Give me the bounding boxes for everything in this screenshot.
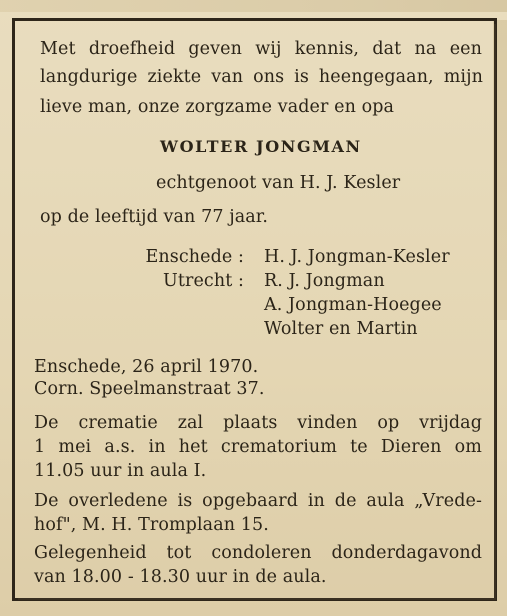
family-name: Wolter en Martin [264,319,418,339]
family-name: R. J. Jongman [264,271,385,291]
intro-line-2: langdurige ziekte van ons is heengegaan, mijn [40,67,483,87]
age-line: op de leeftijd van 77 jaar. [40,207,269,227]
intro-line-1: Met droefheid geven wij kennis, dat na een [40,39,482,59]
deceased-name: WOLTER JONGMAN [160,137,362,156]
spouse-line: echtgenoot van H. J. Kesler [156,173,401,193]
cremation-line-3: 11.05 uur in aula I. [34,461,207,481]
family-place-utrecht: Utrecht : [163,271,244,291]
lying-in-state-line-1: De overledene is opgebaard in de aula „Vrede- [34,491,482,511]
lying-in-state-line-2: hof", M. H. Tromplaan 15. [34,515,269,535]
cremation-line-1: De crematie zal plaats vinden op vrijdag [34,413,482,433]
intro-line-3: lieve man, onze zorgzame vader en opa [40,97,395,117]
condolence-line-1: Gelegenheid tot condoleren donderdagavond [34,543,482,563]
date-line: Enschede, 26 april 1970. [34,357,259,377]
adjacent-column-bleed-top [0,0,507,12]
family-name: A. Jongman-Hoegee [264,295,442,315]
family-name: H. J. Jongman-Kesler [264,247,450,267]
condolence-line-2: van 18.00 - 18.30 uur in de aula. [34,567,327,587]
family-place-enschede: Enschede : [145,247,244,267]
address-line: Corn. Speelmanstraat 37. [34,379,265,399]
cremation-line-2: 1 mei a.s. in het crematorium te Dieren om [34,437,482,457]
